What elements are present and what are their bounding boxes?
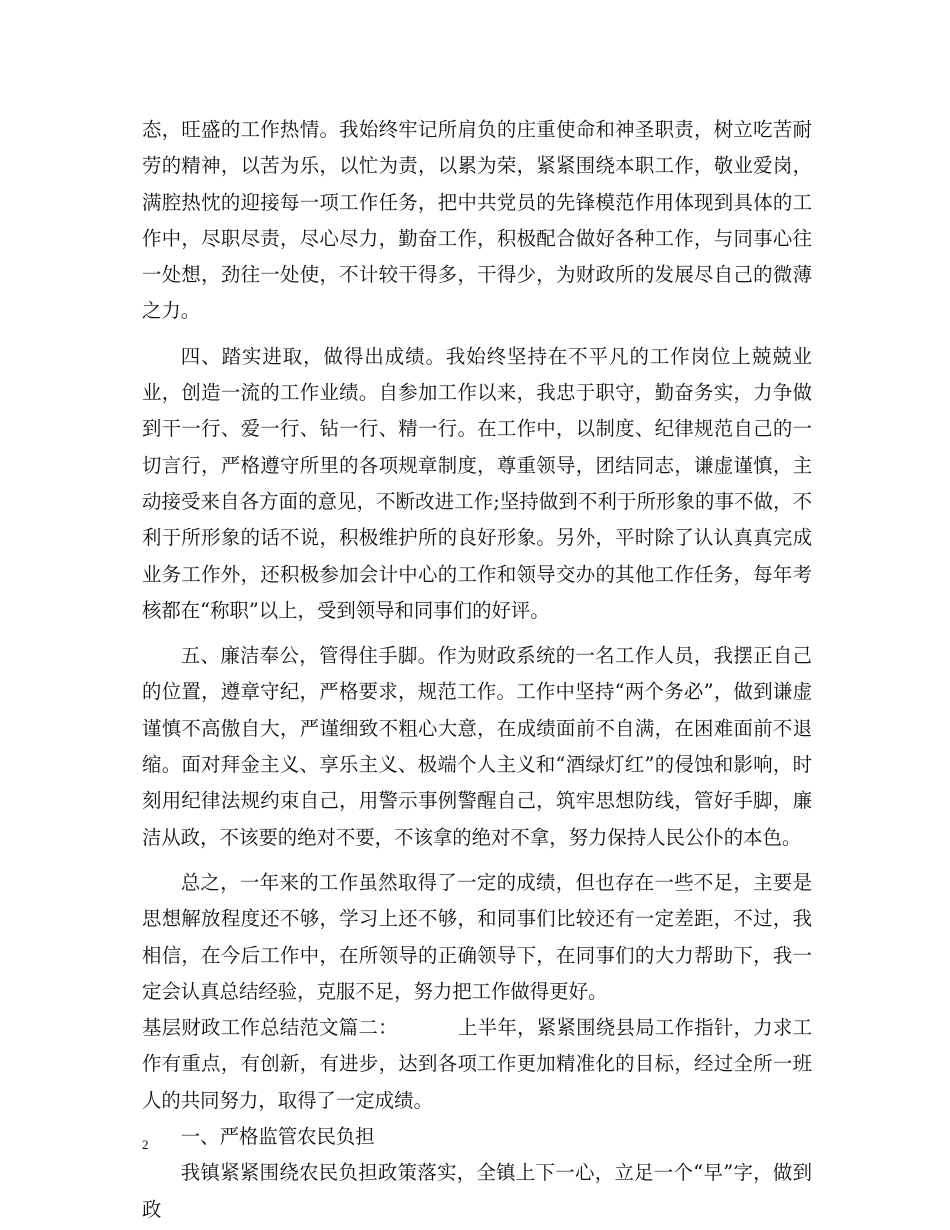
section-intro: 上半年，紧紧围绕县局工作指针，力求工作有重点，有创新，有进步，达到各项工作更加精准化的目标，经过全所一班人的共同努力，取得了一定成绩。: [142, 1016, 813, 1112]
document-body: [142, 112, 812, 1228]
paragraph-item-four: 四、踏实进取，做得出成绩。我始终坚持在不平凡的工作岗位上兢兢业业，创造一流的工作业绩。自参加工作以来，我忠于职守，勤奋务实，力争做到干一行、爱一行、钻一行、精一行。在工作中，以制度、纪律规范自己的一切言行，严格遵守所里的各项规章制度，尊重领导，团结同志，谦虚谨慎，主动接受来自各方面的意见，不断改进工作;坚持做到不利于所形象的事不做，不利于所形象的话不说，积极维护所的良好形象。另外，平时除了认认真真完成业务工作外，还积极参加会计中心的工作和领导交办的其他工作任务，每年考核都在“称职”以上，受到领导和同事们的好评。: [142, 344, 812, 622]
paragraph-continuation: 态，旺盛的工作热情。我始终牢记所肩负的庄重使命和神圣职责，树立吃苦耐劳的精神，以苦为乐，以忙为责，以累为荣，紧紧围绕本职工作，敬业爱岗，满腔热忱的迎接每一项工作任务，把中共党员的先锋模范作用体现到具体的工作中，尽职尽责，尽心尽力，勤奋工作，积极配合做好各种工作，与同事心往一处想，劲往一处使，不计较干得多，干得少，为财政所的发展尽自己的微薄之力。: [142, 118, 812, 323]
paragraph-last: 我镇紧紧围绕农民负担政策落实，全镇上下一心，立足一个“早”字，做到政: [142, 1161, 812, 1221]
page-number: 2: [142, 1137, 149, 1152]
section-heading-paragraph: [142, 1010, 812, 1119]
paragraph-item-five: 五、廉洁奉公，管得住手脚。作为财政系统的一名工作人员，我摆正自己的位置，遵章守纪，严格要求，规范工作。工作中坚持“两个务必”，做到谦虚谨慎不高傲自大，严谨细致不粗心大意，在成绩面前不自满，在困难面前不退缩。面对拜金主义、享乐主义、极端个人主义和“酒绿灯红”的侵蚀和影响，时刻用纪律法规约束自己，用警示事例警醒自己，筑牢思想防线，管好手脚，廉洁从政，不该要的绝对不要，不该拿的绝对不拿，努力保持人民公仆的本色。: [142, 644, 812, 849]
subheading: 一、严格监管农民负担: [180, 1125, 375, 1149]
section-heading: 基层财政工作总结范文篇二：: [142, 1016, 398, 1040]
paragraph-summary: 总之，一年来的工作虽然取得了一定的成绩，但也存在一些不足，主要是思想解放程度还不够，学习上还不够，和同事们比较还有一定差距，不过，我相信，在今后工作中，在所领导的正确领导下，在同事们的大力帮助下，我一定会认真总结经验，克服不足，努力把工作做得更好。: [142, 870, 812, 1003]
